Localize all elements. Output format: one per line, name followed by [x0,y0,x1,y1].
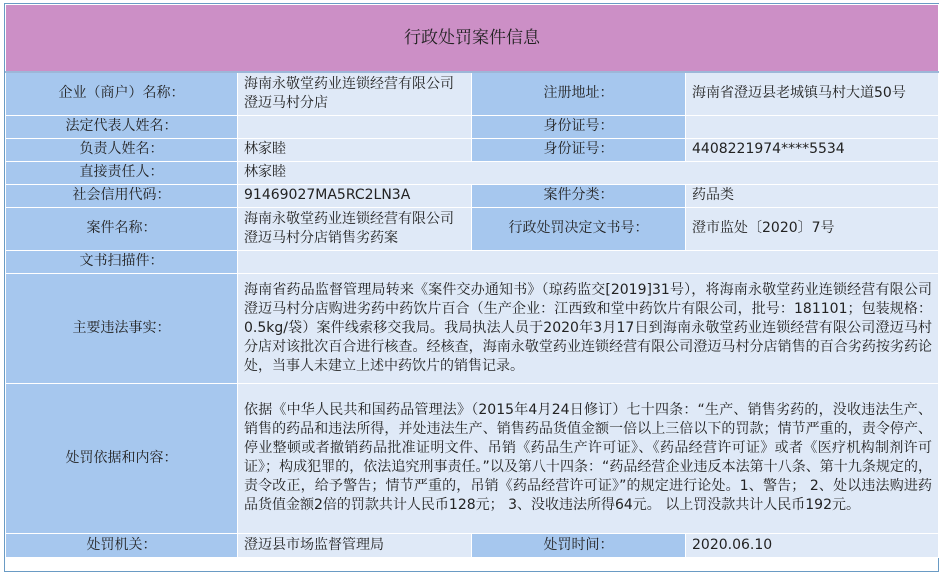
registered-address-value: 海南省澄迈县老城镇马村大道50号 [686,72,939,115]
decision-number-label: 行政处罚决定文书号： [472,207,686,250]
case-category-label: 案件分类： [472,184,686,207]
case-name-value: 海南永敬堂药业连锁经营有限公司澄迈马村分店销售劣药案 [238,207,472,250]
legal-rep-value [238,115,472,138]
company-name-label: 企业（商户）名称： [6,72,238,115]
company-name-value: 海南永敬堂药业连锁经营有限公司澄迈马村分店 [238,72,472,115]
direct-responsible-value: 林家睦 [238,161,939,184]
penalty-info-table [5,4,939,558]
direct-responsible-label: 直接责任人： [6,161,238,184]
person-in-charge-value: 林家睦 [238,138,472,161]
legal-rep-id-value [686,115,939,138]
page-title: 行政处罚案件信息 [6,5,939,73]
case-category-value: 药品类 [686,184,939,207]
document-scan-label: 文书扫描件： [6,250,238,273]
penalty-date-label: 处罚时间： [472,533,686,557]
main-facts-value: 海南省药品监督管理局转来《案件交办通知书》（琼药监交[2019]31号），将海南永敬堂药业连锁经营有限公司澄迈马村分店购进劣药中药饮片百合（生产企业：江西致和堂中药饮片有限公司，批号：181101；包装规格：0.5kg/袋）案件线索移交我局。我局执法人员于2020年3月17日到海南永敬堂药业连锁经营有限公司澄迈马村分店对该批次百合进行核查。经核查，海南永敬堂药业连锁经营有限公司澄迈马村分店销售的百合劣药按劣药论处，当事人未建立上述中药饮片的销售记录。 [238,273,939,383]
credit-code-label: 社会信用代码： [6,184,238,207]
penalty-info-panel [4,3,939,572]
case-name-label: 案件名称： [6,207,238,250]
credit-code-value: 91469027MA5RC2LN3A [238,184,472,207]
legal-rep-label: 法定代表人姓名： [6,115,238,138]
person-in-charge-id-value: 4408221974****5534 [686,138,939,161]
person-in-charge-id-label: 身份证号： [472,138,686,161]
penalty-basis-value: 依据《中华人民共和国药品管理法》（2015年4月24日修订）七十四条：“生产、销售劣药的，没收违法生产、销售的药品和违法所得，并处违法生产、销售药品货值金额一倍以上三倍以下的罚款；情节严重的，责令停产、停业整顿或者撤销药品批准证明文件、吊销《药品生产许可证》、《药品经营许可证》或者《医疗机构制剂许可证》；构成犯罪的，依法追究刑事责任。”以及第八十四条：“药品经营企业违反本法第十八条、第十九条规定的，责令改正，给予警告；情节严重的，吊销《药品经营许可证》”的规定进行论处。1、警告； 2、处以违法购进药品货值金额2倍的罚款共计人民币128元； 3、没收违法所得64元。 以上罚没款共计人民币192元。 [238,383,939,533]
penalty-date-value: 2020.06.10 [686,533,939,557]
person-in-charge-label: 负责人姓名： [6,138,238,161]
decision-number-value: 澄市监处〔2020〕7号 [686,207,939,250]
penalty-authority-label: 处罚机关： [6,533,238,557]
penalty-basis-label: 处罚依据和内容： [6,383,238,533]
main-facts-label: 主要违法事实： [6,273,238,383]
registered-address-label: 注册地址： [472,72,686,115]
legal-rep-id-label: 身份证号： [472,115,686,138]
document-scan-value [238,250,939,273]
penalty-authority-value: 澄迈县市场监督管理局 [238,533,472,557]
